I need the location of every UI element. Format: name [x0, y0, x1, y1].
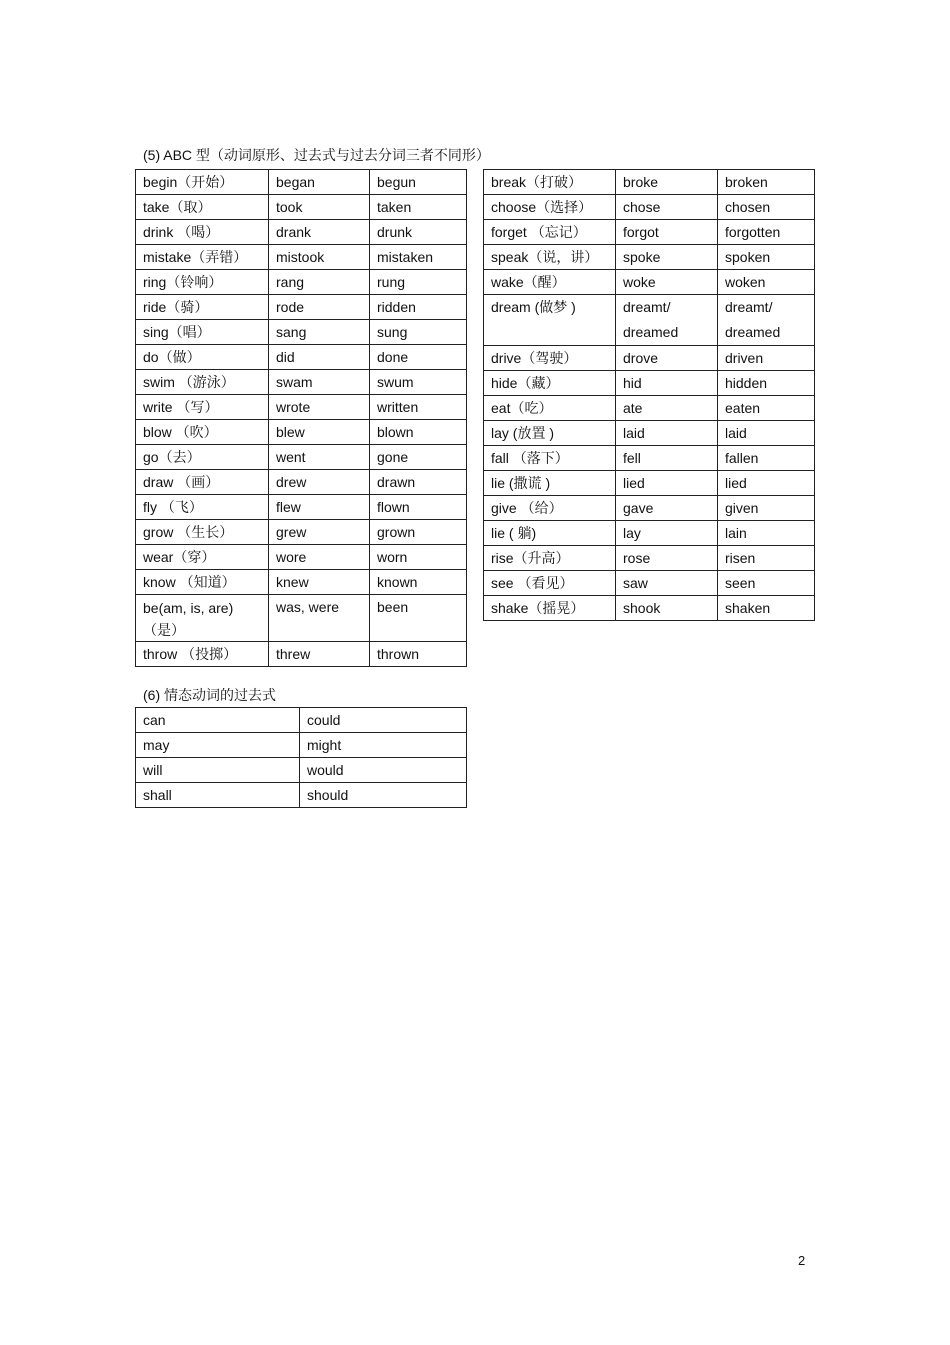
- table-cell: should: [300, 783, 467, 808]
- table-row: [484, 446, 815, 471]
- table-cell: break（打破）: [484, 170, 616, 195]
- table-cell: sung: [370, 320, 467, 345]
- table-cell: broke: [616, 170, 718, 195]
- table-cell: dream (做梦 ): [484, 295, 616, 346]
- table-cell: may: [136, 733, 300, 758]
- table-cell: chosen: [718, 195, 815, 220]
- table-cell: could: [300, 708, 467, 733]
- table-cell: wore: [269, 545, 370, 570]
- table-cell: taken: [370, 195, 467, 220]
- table-cell: drew: [269, 470, 370, 495]
- table-row: [136, 733, 467, 758]
- table-row: [136, 195, 467, 220]
- table-cell: grow （生长）: [136, 520, 269, 545]
- table-cell: thrown: [370, 642, 467, 667]
- table-cell: lie ( 躺): [484, 521, 616, 546]
- table-row: [136, 495, 467, 520]
- table-cell: dreamt/ dreamed: [718, 295, 815, 346]
- table-cell: seen: [718, 571, 815, 596]
- table-cell: flown: [370, 495, 467, 520]
- table-row: [136, 595, 467, 642]
- table-cell: forgot: [616, 220, 718, 245]
- table-cell: ate: [616, 396, 718, 421]
- table-row: [136, 170, 467, 195]
- table-cell: hid: [616, 371, 718, 396]
- table-cell: woke: [616, 270, 718, 295]
- table-row: [136, 370, 467, 395]
- table-cell: swam: [269, 370, 370, 395]
- abc-verb-table-left: [135, 169, 467, 667]
- table-cell: rode: [269, 295, 370, 320]
- table-row: [484, 245, 815, 270]
- table-row: [484, 195, 815, 220]
- table-cell: drink （喝）: [136, 220, 269, 245]
- table-cell: known: [370, 570, 467, 595]
- modal-verb-table-body: [136, 708, 467, 808]
- table-row: [136, 570, 467, 595]
- table-row: [136, 295, 467, 320]
- table-cell: lay: [616, 521, 718, 546]
- table-cell: knew: [269, 570, 370, 595]
- table-cell: laid: [718, 421, 815, 446]
- table-row: [136, 245, 467, 270]
- table-cell: was, were: [269, 595, 370, 642]
- table-cell: take（取）: [136, 195, 269, 220]
- table-cell: blew: [269, 420, 370, 445]
- table-cell: rang: [269, 270, 370, 295]
- table-cell: gave: [616, 496, 718, 521]
- table-cell: broken: [718, 170, 815, 195]
- table-row: [484, 396, 815, 421]
- table-cell: fell: [616, 446, 718, 471]
- table-row: [484, 596, 815, 621]
- table-cell: choose（选择）: [484, 195, 616, 220]
- table-row: [484, 220, 815, 245]
- table-row: [484, 521, 815, 546]
- table-cell: speak（说，讲）: [484, 245, 616, 270]
- abc-verb-table-right: [483, 169, 815, 621]
- table-cell: mistake（弄错）: [136, 245, 269, 270]
- table-cell: forget （忘记）: [484, 220, 616, 245]
- table-row: [484, 546, 815, 571]
- table-cell: will: [136, 758, 300, 783]
- table-cell: shook: [616, 596, 718, 621]
- table-cell: lied: [616, 471, 718, 496]
- abc-verb-table-right-body: [484, 170, 815, 621]
- table-cell: flew: [269, 495, 370, 520]
- table-row: [136, 320, 467, 345]
- table-row: [136, 420, 467, 445]
- table-row: [484, 496, 815, 521]
- table-cell: draw （画）: [136, 470, 269, 495]
- modal-verb-table: [135, 707, 467, 808]
- table-cell: dreamt/ dreamed: [616, 295, 718, 346]
- table-cell: lain: [718, 521, 815, 546]
- table-row: [136, 220, 467, 245]
- table-row: [484, 571, 815, 596]
- table-cell: give （给）: [484, 496, 616, 521]
- table-cell: took: [269, 195, 370, 220]
- table-cell: drove: [616, 346, 718, 371]
- table-row: [484, 346, 815, 371]
- table-cell: lie (撒谎 ): [484, 471, 616, 496]
- table-cell: fall （落下）: [484, 446, 616, 471]
- table-cell: lied: [718, 471, 815, 496]
- section-6-heading: (6) 情态动词的过去式: [143, 687, 276, 703]
- table-cell: throw （投掷）: [136, 642, 269, 667]
- table-cell: hide（藏）: [484, 371, 616, 396]
- section-5-heading: (5) ABC 型（动词原形、过去式与过去分词三者不同形）: [143, 147, 490, 163]
- table-cell: would: [300, 758, 467, 783]
- table-cell: hidden: [718, 371, 815, 396]
- table-cell: begun: [370, 170, 467, 195]
- table-cell: began: [269, 170, 370, 195]
- table-row: [484, 471, 815, 496]
- page-number: 2: [798, 1253, 806, 1268]
- table-cell: done: [370, 345, 467, 370]
- table-cell: drive（驾驶）: [484, 346, 616, 371]
- table-cell: went: [269, 445, 370, 470]
- table-cell: ride（骑）: [136, 295, 269, 320]
- table-cell: eaten: [718, 396, 815, 421]
- table-cell: know （知道）: [136, 570, 269, 595]
- table-row: [136, 642, 467, 667]
- table-cell: shall: [136, 783, 300, 808]
- table-cell: risen: [718, 546, 815, 571]
- table-cell: fallen: [718, 446, 815, 471]
- table-row: [136, 783, 467, 808]
- table-cell: forgotten: [718, 220, 815, 245]
- table-row: [136, 445, 467, 470]
- table-cell: swim （游泳）: [136, 370, 269, 395]
- table-cell: shake（摇晃）: [484, 596, 616, 621]
- table-row: [136, 395, 467, 420]
- table-cell: mistook: [269, 245, 370, 270]
- table-cell: shaken: [718, 596, 815, 621]
- table-row: [484, 371, 815, 396]
- table-cell: woken: [718, 270, 815, 295]
- table-cell: go（去）: [136, 445, 269, 470]
- table-cell: rung: [370, 270, 467, 295]
- table-row: [484, 170, 815, 195]
- table-cell: sang: [269, 320, 370, 345]
- table-cell: sing（唱）: [136, 320, 269, 345]
- table-row: [484, 421, 815, 446]
- table-cell: begin（开始）: [136, 170, 269, 195]
- table-cell: be(am, is, are)（是）: [136, 595, 269, 642]
- table-cell: do（做）: [136, 345, 269, 370]
- table-row: [136, 270, 467, 295]
- table-row: [484, 295, 815, 346]
- table-cell: been: [370, 595, 467, 642]
- table-row: [136, 470, 467, 495]
- table-cell: write （写）: [136, 395, 269, 420]
- table-cell: laid: [616, 421, 718, 446]
- table-cell: ridden: [370, 295, 467, 320]
- table-cell: mistaken: [370, 245, 467, 270]
- table-cell: can: [136, 708, 300, 733]
- table-row: [136, 708, 467, 733]
- table-cell: did: [269, 345, 370, 370]
- table-cell: given: [718, 496, 815, 521]
- table-cell: saw: [616, 571, 718, 596]
- table-cell: wrote: [269, 395, 370, 420]
- table-cell: gone: [370, 445, 467, 470]
- table-cell: spoke: [616, 245, 718, 270]
- table-cell: fly （飞）: [136, 495, 269, 520]
- table-row: [136, 520, 467, 545]
- table-cell: driven: [718, 346, 815, 371]
- table-cell: wake（醒）: [484, 270, 616, 295]
- table-cell: worn: [370, 545, 467, 570]
- table-cell: ring（铃响）: [136, 270, 269, 295]
- table-cell: grown: [370, 520, 467, 545]
- table-cell: rise（升高）: [484, 546, 616, 571]
- table-cell: eat（吃）: [484, 396, 616, 421]
- table-row: [136, 758, 467, 783]
- table-cell: blown: [370, 420, 467, 445]
- table-cell: see （看见）: [484, 571, 616, 596]
- table-cell: swum: [370, 370, 467, 395]
- table-cell: threw: [269, 642, 370, 667]
- table-cell: written: [370, 395, 467, 420]
- table-cell: drawn: [370, 470, 467, 495]
- table-cell: drank: [269, 220, 370, 245]
- table-row: [136, 545, 467, 570]
- table-cell: chose: [616, 195, 718, 220]
- table-cell: spoken: [718, 245, 815, 270]
- table-cell: rose: [616, 546, 718, 571]
- table-cell: blow （吹）: [136, 420, 269, 445]
- table-cell: drunk: [370, 220, 467, 245]
- table-cell: grew: [269, 520, 370, 545]
- table-cell: might: [300, 733, 467, 758]
- table-cell: wear（穿）: [136, 545, 269, 570]
- table-row: [136, 345, 467, 370]
- table-cell: lay (放置 ): [484, 421, 616, 446]
- abc-verb-table-left-body: [136, 170, 467, 667]
- table-row: [484, 270, 815, 295]
